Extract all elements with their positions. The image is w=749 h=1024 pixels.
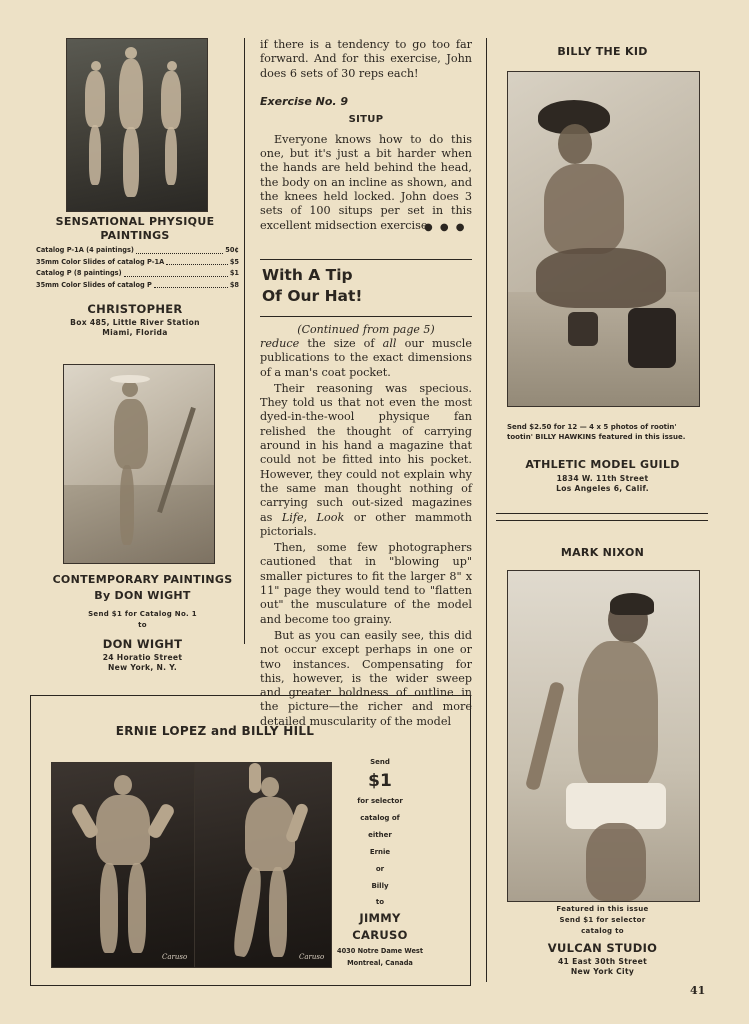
column-divider [486, 38, 487, 982]
emphasis-text: Look [316, 510, 345, 524]
end-mark: ● ● ● [424, 222, 467, 233]
either-label: either [368, 831, 392, 839]
section-rule [496, 513, 708, 514]
studio4-address-line2: New York City [570, 967, 635, 976]
studio2-address-line1: 24 Horatio Street [102, 653, 183, 662]
price-value: $1 [229, 269, 239, 277]
studio4-name: VULCAN STUDIO [547, 941, 658, 955]
article-paragraph [260, 337, 472, 380]
exercise-name: SITUP [348, 113, 384, 125]
billy-label: Billy [371, 882, 389, 890]
photo2-caption-line2: Send $1 for selector [559, 916, 646, 924]
text-span: or other mammoth pictorials. [260, 510, 472, 538]
article-paragraph [260, 382, 472, 539]
photo1-title: BILLY THE KID [557, 45, 648, 58]
photo1-caption: Send $2.50 for 12 — 4 x 5 photos of rootin' tootin' BILLY HAWKINS featured in this issue. [507, 423, 686, 441]
section-rule [260, 316, 472, 317]
send-label: Send [370, 758, 390, 766]
for-selector-label: for selector [357, 797, 403, 805]
text-span: , [303, 510, 317, 524]
studio4-address-line1: 41 East 30th Street [557, 957, 648, 966]
article-continued [260, 323, 472, 729]
price-value: 50¢ [225, 246, 239, 254]
price-label: 35mm Color Slides of catalog P-1A [36, 257, 165, 266]
column-divider [244, 38, 245, 644]
price-list [36, 245, 239, 291]
feature-title-line1: With A Tip [262, 266, 353, 284]
caruso-ad-title: ERNIE LOPEZ and BILLY HILL [115, 724, 315, 738]
painting1-title: SENSATIONAL PHYSIQUE PAINTINGS [55, 215, 215, 242]
article-column [260, 38, 472, 233]
text-span: the size of [299, 337, 383, 350]
price-label: Catalog P (8 paintings) [36, 269, 122, 277]
price-label: $1 [368, 771, 392, 791]
studio-name-line2: CARUSO [352, 928, 408, 942]
painting2-send-text: Send $1 for Catalog No. 1 [88, 610, 197, 618]
article-paragraph: if there is a tendency to go too far forward. And for this exercise, John does 6 sets of 30 reps each! [260, 38, 472, 80]
painting2-title-line1: CONTEMPORARY PAINTINGS [52, 573, 233, 586]
mark-nixon-photo [507, 570, 700, 902]
emphasis-text: reduce [260, 337, 300, 350]
exercise-heading: Exercise No. 9 [260, 94, 349, 108]
price-row [36, 257, 239, 269]
studio3-address-line1: 1834 W. 11th Street [556, 474, 649, 483]
article-paragraph: Then, some few photographers cautioned that in "blowing up" smaller pictures to fit the larger 8" x 11" page they would tend to "flatten out" the musculature of the model and become too grainy. [260, 541, 472, 626]
photographer-signature: Caruso [162, 953, 188, 961]
studio-address-line1: 4030 Notre Dame West [336, 947, 423, 955]
price-row [36, 280, 239, 292]
emphasis-text: Life [281, 510, 304, 524]
article-paragraph: Everyone knows how to do this one, but it's just a bit harder when the hands are held behind the head, the body on an incline as shown, and the knees held locked. John does 3 sets of 100 situps per set in this excellent midsection exercise. [260, 132, 472, 232]
emphasis-text: all [382, 337, 397, 350]
photo2-title: MARK NIXON [560, 546, 645, 559]
price-value: $8 [229, 280, 239, 289]
ernie-label: Ernie [369, 848, 391, 856]
page-number: 41 [690, 984, 706, 997]
painting2-to-text: to [138, 621, 147, 629]
price-row [36, 245, 239, 257]
studio-name-line1: JIMMY [359, 911, 401, 925]
section-rule [260, 259, 472, 260]
price-label: 35mm Color Slides of catalog P [36, 280, 152, 289]
text-span: Their reasoning was specious. They told us that not even the most dyed-in-the-wool physique fan relished the thought of carrying around in his hand a magazine that could not be fitted into his pocket. However, they could not explain why the same man thought nothing of carrying such out-sized magazines as [260, 381, 472, 524]
feature-title-line2: Of Our Hat! [262, 287, 363, 305]
studio-address-line2: Montreal, Canada [347, 959, 413, 967]
contemporary-painting-image [63, 364, 215, 564]
studio2-name: DON WIGHT [102, 637, 183, 651]
catalog-of-label: catalog of [360, 814, 400, 822]
billy-the-kid-photo [507, 71, 700, 407]
studio1-address-line1: Box 485, Little River Station [70, 318, 200, 327]
price-label: Catalog P-1A (4 paintings) [36, 246, 134, 254]
studio1-address-line2: Miami, Florida [102, 328, 168, 337]
billy-hill-photo [194, 762, 332, 968]
photographer-signature: Caruso [299, 953, 325, 961]
article-paragraph: But as you can easily see, this did not occur except perhaps in one or two instances. Compensating for this, however, is the wider sweep and greater boldness of outline in the picture—the richer and more detailed muscularity of the model [260, 628, 472, 728]
studio3-name: ATHLETIC MODEL GUILD [525, 458, 680, 471]
ernie-lopez-photo [51, 762, 195, 968]
photo2-caption-line1: Featured in this issue [556, 905, 649, 913]
caruso-order-text [332, 756, 428, 969]
physique-painting-image [66, 38, 208, 212]
text-span: our muscle publications to the exact dimensions of a man's coat pocket. [260, 337, 473, 379]
studio1-name: CHRISTOPHER [87, 302, 183, 316]
or-label: or [375, 865, 385, 873]
studio3-address-line2: Los Angeles 6, Calif. [556, 484, 649, 493]
continued-note: (Continued from page 5) [297, 323, 435, 336]
painting2-title-line2: By DON WIGHT [94, 589, 191, 602]
price-value: $5 [229, 257, 239, 266]
to-label: to [375, 898, 385, 906]
section-rule [496, 520, 708, 521]
studio2-address-line2: New York, N. Y. [107, 663, 177, 672]
price-row [36, 268, 239, 280]
photo2-caption-line3: catalog to [581, 927, 624, 935]
